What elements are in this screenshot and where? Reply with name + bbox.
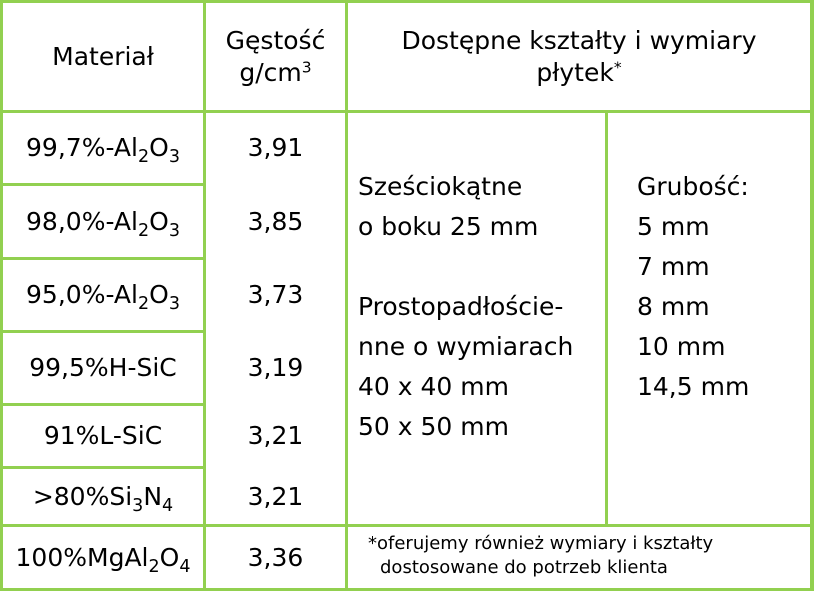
thickness-cell	[637, 167, 749, 407]
shape-line	[358, 247, 573, 287]
header-shapes-label-line2	[536, 57, 621, 89]
material-name: $95,0\%-Al_2O_3$	[26, 280, 180, 315]
shape-line: Sześciokątne	[358, 172, 523, 201]
header-density-label: Gęstość	[225, 25, 326, 55]
material-cell	[3, 406, 203, 466]
thickness-line: 7 mm	[637, 252, 710, 281]
footnote-line-2: dostosowane do potrzeb klienta	[380, 557, 668, 578]
density-unit-exponent: 3	[301, 57, 312, 76]
header-density	[206, 3, 345, 110]
header-shapes-word: płytek	[536, 57, 614, 87]
thickness-line: 8 mm	[637, 292, 710, 321]
density-cell: 3,36	[247, 542, 304, 572]
header-shapes	[348, 3, 810, 110]
shape-line: o boku 25 mm	[358, 212, 539, 241]
footnote-marker: *	[613, 57, 622, 76]
shape-line: 50 x 50 mm	[358, 412, 509, 441]
material-name: $>80\%Si_3N_4$	[32, 481, 174, 516]
density-cell: 3,19	[247, 353, 304, 382]
column-divider-3	[605, 111, 608, 526]
header-material	[3, 3, 203, 110]
density-cell: 3,91	[247, 133, 304, 162]
header-shapes-label: Dostępne kształty i wymiary	[401, 25, 757, 55]
material-name: $100\%MgAl_2O_4$	[15, 542, 191, 577]
footnote	[368, 532, 713, 580]
density-unit-text: g/cm	[239, 57, 302, 87]
material-cell	[3, 113, 203, 183]
material-cell	[3, 333, 203, 403]
footnote-line-1: *oferujemy również wymiary i kształty	[368, 533, 714, 554]
table-border-right	[810, 0, 814, 591]
header-density-unit	[239, 57, 311, 89]
thickness-line: 14,5 mm	[637, 372, 750, 401]
shape-line: Prostopadłoście-	[358, 292, 564, 321]
shapes-cell	[358, 167, 573, 447]
shape-line: nne o wymiarach	[358, 332, 574, 361]
material-name: 99,5%H-SiC	[29, 353, 177, 382]
shape-line: 40 x 40 mm	[358, 372, 509, 401]
material-name: $98,0\%-Al_2O_3$	[26, 206, 180, 241]
thickness-line: Grubość:	[637, 172, 749, 201]
material-cell	[3, 469, 203, 524]
material-cell	[3, 260, 203, 330]
thickness-line: 10 mm	[637, 332, 726, 361]
thickness-line: 5 mm	[637, 212, 710, 241]
material-cell	[3, 186, 203, 257]
density-cell: 3,85	[247, 206, 304, 236]
material-name: 91%L-SiC	[43, 421, 163, 450]
density-cell: 3,21	[247, 481, 304, 511]
header-material-label: Materiał	[52, 41, 154, 71]
material-name: $99,7\%-Al_2O_3$	[26, 133, 180, 168]
density-cell: 3,21	[247, 421, 304, 450]
density-cell: 3,73	[247, 280, 304, 309]
material-cell	[3, 527, 203, 588]
